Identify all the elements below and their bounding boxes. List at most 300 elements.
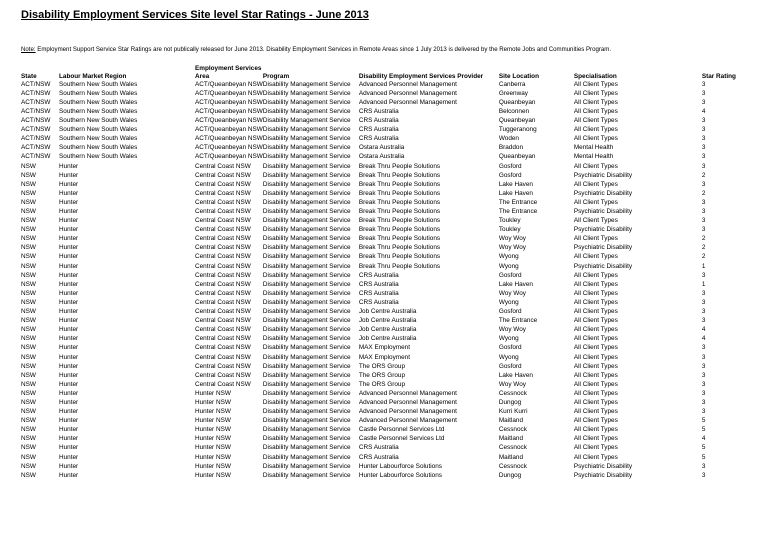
star-rating-cell: 3 (701, 198, 706, 206)
state-cell: NSW (21, 271, 36, 279)
area-cell: Central Coast NSW (195, 353, 251, 361)
provider-cell: Job Centre Australia (358, 326, 417, 334)
table-row (21, 207, 736, 216)
table-row (21, 189, 736, 198)
area-cell: Central Coast NSW (195, 380, 251, 388)
table-row (21, 262, 736, 271)
location-cell: Cessnock (498, 426, 527, 434)
location-cell: Wyong (498, 335, 519, 343)
location-cell: Tuggeranong (498, 126, 537, 134)
specialisation-cell: Psychiatric Disability (573, 171, 633, 179)
table-row (21, 125, 736, 134)
region-cell: Hunter (59, 453, 79, 461)
note (21, 46, 611, 53)
region-cell: Hunter (59, 371, 79, 379)
program-cell: Disability Management Service (262, 280, 351, 288)
state-cell: NSW (21, 417, 36, 425)
region-cell: Southern New South Wales (59, 98, 138, 106)
table-row (21, 298, 736, 307)
program-cell: Disability Management Service (262, 135, 351, 143)
location-cell: The Entrance (498, 208, 538, 215)
star-rating-cell: 3 (701, 226, 706, 234)
area-cell: Central Coast NSW (195, 344, 251, 352)
state-cell: ACT/NSW (21, 135, 51, 143)
table-row (21, 362, 736, 371)
star-rating-cell: 4 (701, 435, 706, 443)
star-rating-cell: 2 (701, 171, 706, 179)
region-cell: Hunter (59, 298, 79, 306)
specialisation-cell: All Client Types (573, 362, 618, 370)
area-cell: Central Coast NSW (195, 198, 251, 206)
area-cell: ACT/Queanbeyan NSW (195, 135, 263, 143)
area-cell: Central Coast NSW (195, 371, 251, 379)
program-cell: Disability Management Service (262, 289, 351, 297)
region-cell: Hunter (59, 235, 79, 243)
program-cell: Disability Management Service (262, 435, 351, 443)
program-cell: Disability Management Service (262, 107, 351, 115)
location-cell: Lake Haven (498, 280, 533, 288)
provider-cell: Advanced Personnel Management (358, 389, 457, 397)
provider-cell: Castle Personnel Services Ltd (358, 426, 445, 434)
state-cell: NSW (21, 444, 36, 452)
state-cell: NSW (21, 408, 36, 416)
area-cell: Hunter NSW (195, 408, 231, 416)
area-cell: Central Coast NSW (195, 162, 251, 170)
program-cell: Disability Management Service (262, 126, 351, 134)
table-row (21, 471, 736, 480)
location-cell: Kurri Kurri (498, 408, 528, 416)
star-rating-cell: 3 (701, 462, 706, 470)
table-row (21, 435, 736, 444)
location-cell: Wyong (498, 353, 519, 361)
table-row (21, 144, 736, 153)
region-cell: Hunter (59, 280, 79, 288)
provider-cell: Break Thru People Solutions (358, 171, 441, 179)
table-row (21, 344, 736, 353)
program-cell: Disability Management Service (262, 80, 351, 88)
location-cell: Woden (498, 135, 519, 143)
location-cell: Lake Haven (498, 189, 533, 197)
region-cell: Hunter (59, 289, 79, 297)
location-cell: The Entrance (498, 198, 538, 206)
star-rating-cell: 3 (701, 135, 706, 143)
column-header-star-rating: Star Rating (701, 72, 736, 80)
state-cell: ACT/NSW (21, 107, 51, 115)
specialisation-cell: All Client Types (573, 289, 618, 297)
table-row (21, 180, 736, 189)
table-row (21, 153, 736, 162)
location-cell: Gosford (498, 271, 522, 279)
provider-cell: Break Thru People Solutions (358, 262, 441, 270)
specialisation-cell: All Client Types (573, 398, 618, 406)
table-row (21, 80, 736, 89)
region-cell: Southern New South Wales (59, 117, 138, 125)
location-cell: The Entrance (498, 317, 538, 325)
star-rating-cell: 3 (701, 126, 706, 134)
area-cell: ACT/Queanbeyan NSW (195, 117, 263, 125)
table-row (21, 389, 736, 398)
specialisation-cell: All Client Types (573, 453, 618, 461)
region-cell: Hunter (59, 217, 79, 225)
area-cell: Central Coast NSW (195, 317, 251, 325)
specialisation-cell: All Client Types (573, 117, 618, 125)
note-text: Employment Support Service Star Ratings are not publically released for June 2013. Disability Employment Services in Remote Areas since 1 July 2013 is delivered by the Remote Jobs and Communities Program. (35, 46, 612, 53)
region-cell: Hunter (59, 398, 79, 406)
state-cell: NSW (21, 244, 36, 252)
specialisation-cell: All Client Types (573, 298, 618, 306)
area-cell: Central Coast NSW (195, 271, 251, 279)
program-cell: Disability Management Service (262, 253, 351, 261)
provider-cell: Break Thru People Solutions (358, 180, 441, 188)
star-rating-cell: 3 (701, 153, 706, 161)
page-title: Disability Employment Services Site level Star Ratings - June 2013 (21, 9, 369, 21)
provider-cell: CRS Australia (358, 135, 399, 143)
specialisation-cell: All Client Types (573, 353, 618, 361)
provider-cell: Break Thru People Solutions (358, 235, 441, 243)
table-row (21, 135, 736, 144)
region-cell: Hunter (59, 408, 79, 416)
provider-cell: CRS Australia (358, 289, 399, 297)
state-cell: ACT/NSW (21, 80, 51, 88)
star-rating-cell: 3 (701, 144, 706, 152)
specialisation-cell: All Client Types (573, 408, 618, 416)
specialisation-cell: Psychiatric Disability (573, 226, 633, 234)
area-cell: Central Coast NSW (195, 208, 251, 215)
provider-cell: Advanced Personnel Management (358, 98, 457, 106)
star-rating-cell: 2 (701, 235, 706, 243)
location-cell: Cessnock (498, 444, 527, 452)
region-cell: Hunter (59, 180, 79, 188)
specialisation-cell: Psychiatric Disability (573, 208, 633, 215)
program-cell: Disability Management Service (262, 153, 351, 161)
table-row (21, 226, 736, 235)
region-cell: Hunter (59, 253, 79, 261)
table-body (21, 80, 736, 480)
specialisation-cell: All Client Types (573, 235, 618, 243)
star-rating-cell: 3 (701, 180, 706, 188)
state-cell: NSW (21, 198, 36, 206)
program-cell: Disability Management Service (262, 208, 351, 215)
table-row (21, 371, 736, 380)
area-cell: Central Coast NSW (195, 226, 251, 234)
state-cell: ACT/NSW (21, 89, 51, 97)
location-cell: Gosford (498, 162, 522, 170)
table-row (21, 98, 736, 107)
region-cell: Hunter (59, 471, 79, 479)
program-cell: Disability Management Service (262, 171, 351, 179)
state-cell: NSW (21, 426, 36, 434)
area-cell: Central Coast NSW (195, 171, 251, 179)
specialisation-cell: All Client Types (573, 371, 618, 379)
program-cell: Disability Management Service (262, 426, 351, 434)
table-row (21, 171, 736, 180)
location-cell: Belconnen (498, 107, 530, 115)
area-cell: Central Coast NSW (195, 280, 251, 288)
star-rating-cell: 5 (701, 453, 706, 461)
table-row (21, 235, 736, 244)
area-cell: ACT/Queanbeyan NSW (195, 153, 263, 161)
location-cell: Cessnock (498, 389, 527, 397)
region-cell: Hunter (59, 308, 79, 316)
location-cell: Maitland (498, 417, 523, 425)
specialisation-cell: Psychiatric Disability (573, 471, 633, 479)
program-cell: Disability Management Service (262, 298, 351, 306)
area-cell: Central Coast NSW (195, 308, 251, 316)
column-header-program: Program (262, 72, 290, 80)
location-cell: Toukley (498, 217, 521, 225)
provider-cell: Break Thru People Solutions (358, 189, 441, 197)
column-header-employment-services-area: Employment Services Area (195, 65, 262, 80)
area-cell: Central Coast NSW (195, 262, 251, 270)
area-cell: Hunter NSW (195, 389, 231, 397)
region-cell: Hunter (59, 198, 79, 206)
region-cell: Hunter (59, 380, 79, 388)
region-cell: Hunter (59, 417, 79, 425)
region-cell: Hunter (59, 362, 79, 370)
table-header-row (21, 63, 736, 80)
state-cell: NSW (21, 380, 36, 388)
provider-cell: CRS Australia (358, 107, 399, 115)
state-cell: NSW (21, 208, 36, 215)
location-cell: Dungog (498, 398, 522, 406)
location-cell: Queanbeyan (498, 117, 536, 125)
program-cell: Disability Management Service (262, 362, 351, 370)
state-cell: ACT/NSW (21, 126, 51, 134)
star-rating-cell: 3 (701, 353, 706, 361)
program-cell: Disability Management Service (262, 308, 351, 316)
provider-cell: Advanced Personnel Management (358, 80, 457, 88)
provider-cell: CRS Australia (358, 271, 399, 279)
table-row (21, 289, 736, 298)
specialisation-cell: All Client Types (573, 389, 618, 397)
state-cell: NSW (21, 344, 36, 352)
table-row (21, 416, 736, 425)
program-cell: Disability Management Service (262, 271, 351, 279)
state-cell: NSW (21, 471, 36, 479)
location-cell: Woy Woy (498, 244, 526, 252)
specialisation-cell: All Client Types (573, 180, 618, 188)
provider-cell: Job Centre Australia (358, 308, 417, 316)
provider-cell: Advanced Personnel Management (358, 398, 457, 406)
specialisation-cell: All Client Types (573, 107, 618, 115)
specialisation-cell: All Client Types (573, 326, 618, 334)
program-cell: Disability Management Service (262, 217, 351, 225)
state-cell: NSW (21, 335, 36, 343)
location-cell: Woy Woy (498, 326, 526, 334)
region-cell: Hunter (59, 326, 79, 334)
area-cell: Central Coast NSW (195, 235, 251, 243)
area-cell: Hunter NSW (195, 453, 231, 461)
state-cell: NSW (21, 235, 36, 243)
location-cell: Maitland (498, 453, 523, 461)
provider-cell: CRS Australia (358, 126, 399, 134)
program-cell: Disability Management Service (262, 398, 351, 406)
area-cell: ACT/Queanbeyan NSW (195, 89, 263, 97)
state-cell: NSW (21, 180, 36, 188)
region-cell: Hunter (59, 208, 79, 215)
provider-cell: Ostara Australia (358, 153, 405, 161)
area-cell: ACT/Queanbeyan NSW (195, 80, 263, 88)
star-rating-cell: 3 (701, 308, 706, 316)
program-cell: Disability Management Service (262, 417, 351, 425)
state-cell: NSW (21, 289, 36, 297)
table-row (21, 316, 736, 325)
program-cell: Disability Management Service (262, 98, 351, 106)
specialisation-cell: Mental Health (573, 153, 614, 161)
star-rating-cell: 3 (701, 408, 706, 416)
region-cell: Hunter (59, 389, 79, 397)
location-cell: Gosford (498, 344, 522, 352)
region-cell: Hunter (59, 353, 79, 361)
state-cell: ACT/NSW (21, 117, 51, 125)
table-row (21, 444, 736, 453)
star-rating-cell: 3 (701, 398, 706, 406)
specialisation-cell: Psychiatric Disability (573, 262, 633, 270)
table-row (21, 280, 736, 289)
state-cell: NSW (21, 226, 36, 234)
star-rating-cell: 4 (701, 335, 706, 343)
program-cell: Disability Management Service (262, 380, 351, 388)
location-cell: Maitland (498, 435, 523, 443)
provider-cell: Break Thru People Solutions (358, 208, 441, 215)
provider-cell: Break Thru People Solutions (358, 198, 441, 206)
table-row (21, 326, 736, 335)
star-rating-cell: 3 (701, 298, 706, 306)
state-cell: NSW (21, 262, 36, 270)
program-cell: Disability Management Service (262, 408, 351, 416)
program-cell: Disability Management Service (262, 117, 351, 125)
provider-cell: CRS Australia (358, 453, 399, 461)
star-rating-cell: 2 (701, 189, 706, 197)
state-cell: ACT/NSW (21, 153, 51, 161)
area-cell: Central Coast NSW (195, 253, 251, 261)
location-cell: Toukley (498, 226, 521, 234)
program-cell: Disability Management Service (262, 244, 351, 252)
provider-cell: Hunter Labourforce Solutions (358, 471, 442, 479)
specialisation-cell: All Client Types (573, 162, 618, 170)
specialisation-cell: All Client Types (573, 417, 618, 425)
state-cell: NSW (21, 389, 36, 397)
region-cell: Southern New South Wales (59, 126, 138, 134)
provider-cell: Job Centre Australia (358, 317, 417, 325)
provider-cell: Break Thru People Solutions (358, 217, 441, 225)
star-rating-cell: 3 (701, 471, 706, 479)
region-cell: Southern New South Wales (59, 89, 138, 97)
region-cell: Hunter (59, 262, 79, 270)
provider-cell: Break Thru People Solutions (358, 226, 441, 234)
region-cell: Hunter (59, 335, 79, 343)
area-cell: Hunter NSW (195, 471, 231, 479)
program-cell: Disability Management Service (262, 335, 351, 343)
star-rating-cell: 1 (701, 262, 706, 270)
specialisation-cell: All Client Types (573, 280, 618, 288)
table-row (21, 107, 736, 116)
region-cell: Hunter (59, 171, 79, 179)
table-row (21, 453, 736, 462)
specialisation-cell: All Client Types (573, 335, 618, 343)
area-cell: Hunter NSW (195, 444, 231, 452)
specialisation-cell: All Client Types (573, 444, 618, 452)
state-cell: NSW (21, 326, 36, 334)
provider-cell: Castle Personnel Services Ltd (358, 435, 445, 443)
area-cell: Central Coast NSW (195, 289, 251, 297)
provider-cell: Hunter Labourforce Solutions (358, 462, 442, 470)
provider-cell: Job Centre Australia (358, 335, 417, 343)
star-rating-cell: 3 (701, 317, 706, 325)
provider-cell: The ORS Group (358, 371, 406, 379)
specialisation-cell: All Client Types (573, 426, 618, 434)
provider-cell: Advanced Personnel Management (358, 417, 457, 425)
state-cell: ACT/NSW (21, 98, 51, 106)
provider-cell: Ostara Australia (358, 144, 405, 152)
star-rating-cell: 5 (701, 426, 706, 434)
table-row (21, 216, 736, 225)
program-cell: Disability Management Service (262, 471, 351, 479)
area-cell: Hunter NSW (195, 462, 231, 470)
program-cell: Disability Management Service (262, 371, 351, 379)
region-cell: Hunter (59, 344, 79, 352)
star-ratings-table (21, 63, 736, 480)
location-cell: Gosford (498, 308, 522, 316)
star-rating-cell: 2 (701, 244, 706, 252)
table-row (21, 398, 736, 407)
location-cell: Canberra (498, 80, 526, 88)
program-cell: Disability Management Service (262, 162, 351, 170)
state-cell: NSW (21, 162, 36, 170)
specialisation-cell: Psychiatric Disability (573, 189, 633, 197)
region-cell: Hunter (59, 244, 79, 252)
area-cell: Hunter NSW (195, 426, 231, 434)
specialisation-cell: All Client Types (573, 317, 618, 325)
table-row (21, 426, 736, 435)
state-cell: NSW (21, 353, 36, 361)
provider-cell: Advanced Personnel Management (358, 408, 457, 416)
provider-cell: MAX Employment (358, 344, 410, 352)
star-rating-cell: 3 (701, 389, 706, 397)
program-cell: Disability Management Service (262, 198, 351, 206)
state-cell: NSW (21, 462, 36, 470)
region-cell: Hunter (59, 444, 79, 452)
program-cell: Disability Management Service (262, 144, 351, 152)
table-row (21, 244, 736, 253)
area-cell: Hunter NSW (195, 435, 231, 443)
provider-cell: Break Thru People Solutions (358, 162, 441, 170)
star-rating-cell: 3 (701, 362, 706, 370)
table-row (21, 89, 736, 98)
location-cell: Wyong (498, 253, 519, 261)
star-rating-cell: 3 (701, 80, 706, 88)
note-label: Note: (21, 46, 36, 53)
provider-cell: Break Thru People Solutions (358, 244, 441, 252)
column-header-provider: Disability Employment Services Provider (358, 72, 484, 80)
star-rating-cell: 3 (701, 289, 706, 297)
program-cell: Disability Management Service (262, 389, 351, 397)
area-cell: Central Coast NSW (195, 298, 251, 306)
provider-cell: CRS Australia (358, 280, 399, 288)
specialisation-cell: All Client Types (573, 380, 618, 388)
location-cell: Woy Woy (498, 380, 526, 388)
specialisation-cell: All Client Types (573, 98, 618, 106)
specialisation-cell: All Client Types (573, 308, 618, 316)
state-cell: NSW (21, 253, 36, 261)
state-cell: NSW (21, 217, 36, 225)
location-cell: Wyong (498, 262, 519, 270)
column-header-site-location: Site Location (498, 72, 539, 80)
provider-cell: MAX Employment (358, 353, 410, 361)
state-cell: NSW (21, 371, 36, 379)
state-cell: NSW (21, 398, 36, 406)
program-cell: Disability Management Service (262, 226, 351, 234)
